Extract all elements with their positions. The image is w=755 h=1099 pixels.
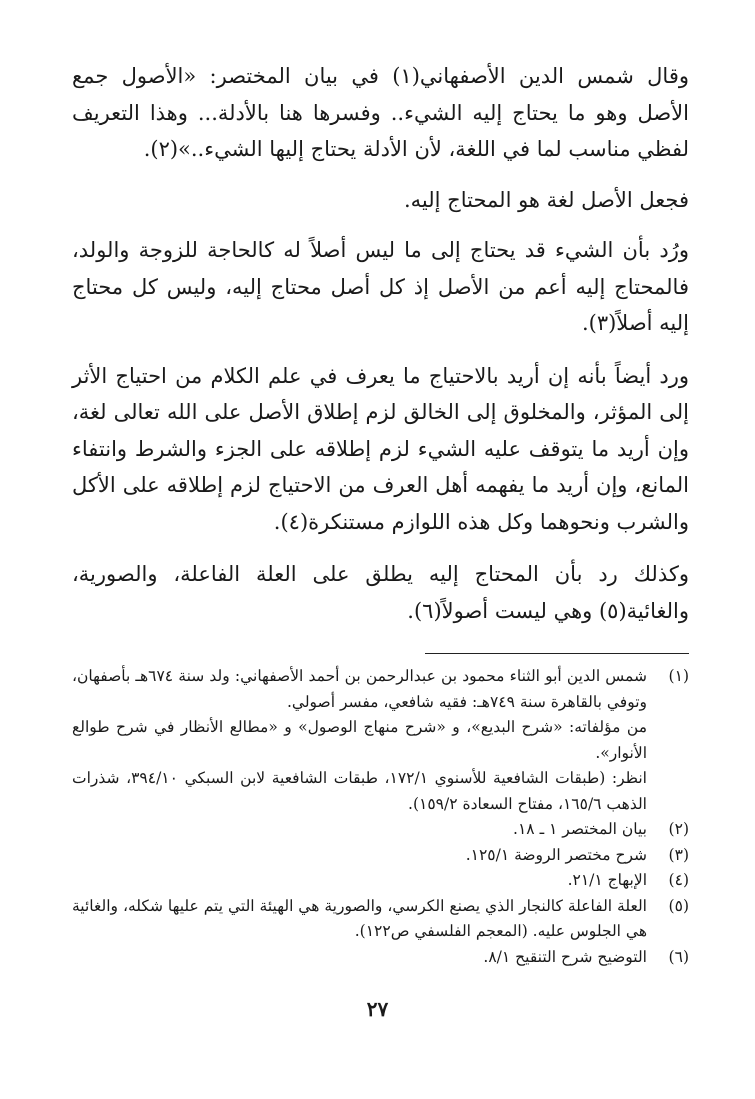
footnote-line: شرح مختصر الروضة ١٢٥/١. bbox=[465, 845, 647, 864]
footnote-number: (٢) bbox=[668, 820, 689, 838]
footnote-text bbox=[72, 664, 647, 817]
paragraph-2: فجعل الأصل لغة هو المحتاج إليه. bbox=[404, 187, 689, 212]
footnote-text bbox=[72, 945, 647, 971]
footnote-number: (٣) bbox=[668, 845, 689, 864]
footnote-line: انظر: (طبقات الشافعية للأسنوي ١٧٢/١، طبقات الشافعية لابن السبكي ٣٩٤/١٠، شذرات الذهب ١٦٥/٦، مفتاح السعادة ١٥٩/٢). bbox=[72, 769, 647, 813]
footnote-line: العلة الفاعلة كالنجار الذي يصنع الكرسي، والصورية هي الهيئة التي يتم عليها شكله، والغائية هي الجلوس عليه. (المعجم الفلسفي ص١٢٢). bbox=[72, 896, 647, 940]
footnote-4 bbox=[72, 868, 689, 894]
paragraph-4: ورد أيضاً بأنه إن أريد بالاحتياج ما يعرف في علم الكلام من احتياج الأثر إلى المؤثر، والمخلوق إلى الخالق لزم إطلاق الأصل على الله تعالى لغة، وإن أريد ما يتوقف عليه الشيء لزم إطلاقه على الجزء والشرط وانتفاء المانع، وإن أريد ما يفهمه أهل العرف من الاحتياج لزم إطلاقه على الأكل والشرب ونحوهما وكل هذه اللوازم مستنكرة(٤). bbox=[72, 363, 689, 534]
footnote-line: الإبهاج ٢١/١. bbox=[567, 871, 647, 889]
footnotes bbox=[72, 664, 689, 970]
footnote-1 bbox=[72, 664, 689, 817]
paragraph-1: وقال شمس الدين الأصفهاني(١) في بيان المختصر: «الأصول جمع الأصل وهو ما يحتاج إليه الشيء.. وفسرها هنا بالأدلة... وهذا التعريف لفظي مناسب لما في اللغة، لأن الأدلة يحتاج إليها الشيء..»(٢). bbox=[72, 64, 690, 161]
paragraph-3: ورُد بأن الشيء قد يحتاج إلى ما ليس أصلاً له كالحاجة للزوجة والولد، فالمحتاج إليه أعم من الأصل إذ كل أصل محتاج إليه، وليس كل محتاج إليه أصلاً(٣). bbox=[72, 238, 689, 335]
page-number: ٢٧ bbox=[366, 997, 389, 1021]
footnote-separator bbox=[425, 653, 689, 654]
footnote-5 bbox=[72, 894, 689, 945]
footnote-text bbox=[72, 868, 647, 894]
footnote-number: (١) bbox=[668, 667, 689, 685]
footnote-text bbox=[72, 817, 647, 843]
footnote-number: (٦) bbox=[668, 947, 689, 966]
footnote-line: من مؤلفاته: «شرح البديع»، و «شرح منهاج الوصول» و «مطالع الأنظار في شرح طوالع الأنوار». bbox=[72, 718, 647, 762]
footnote-line: التوضيح شرح التنقيح ٨/١. bbox=[483, 947, 647, 966]
footnote-number: (٥) bbox=[668, 896, 689, 915]
paragraph-5: وكذلك رد بأن المحتاج إليه يطلق على العلة الفاعلة، والصورية، والغائية(٥) وهي ليست أصولاً(٦). bbox=[72, 562, 689, 623]
footnote-6 bbox=[72, 945, 689, 971]
footnote-number: (٤) bbox=[668, 871, 689, 889]
footnote-line: بيان المختصر ١ ـ ١٨. bbox=[513, 820, 647, 838]
footnote-line: شمس الدين أبو الثناء محمود بن عبدالرحمن بن أحمد الأصفهاني: ولد سنة ٦٧٤هـ بأصفهان، وتوفي بالقاهرة سنة ٧٤٩هـ: فقيه شافعي، مفسر أصولي. bbox=[72, 667, 648, 711]
footnote-3 bbox=[72, 843, 689, 869]
footnote-2 bbox=[72, 817, 689, 843]
footnote-text bbox=[72, 843, 647, 869]
footnote-text bbox=[72, 894, 647, 945]
